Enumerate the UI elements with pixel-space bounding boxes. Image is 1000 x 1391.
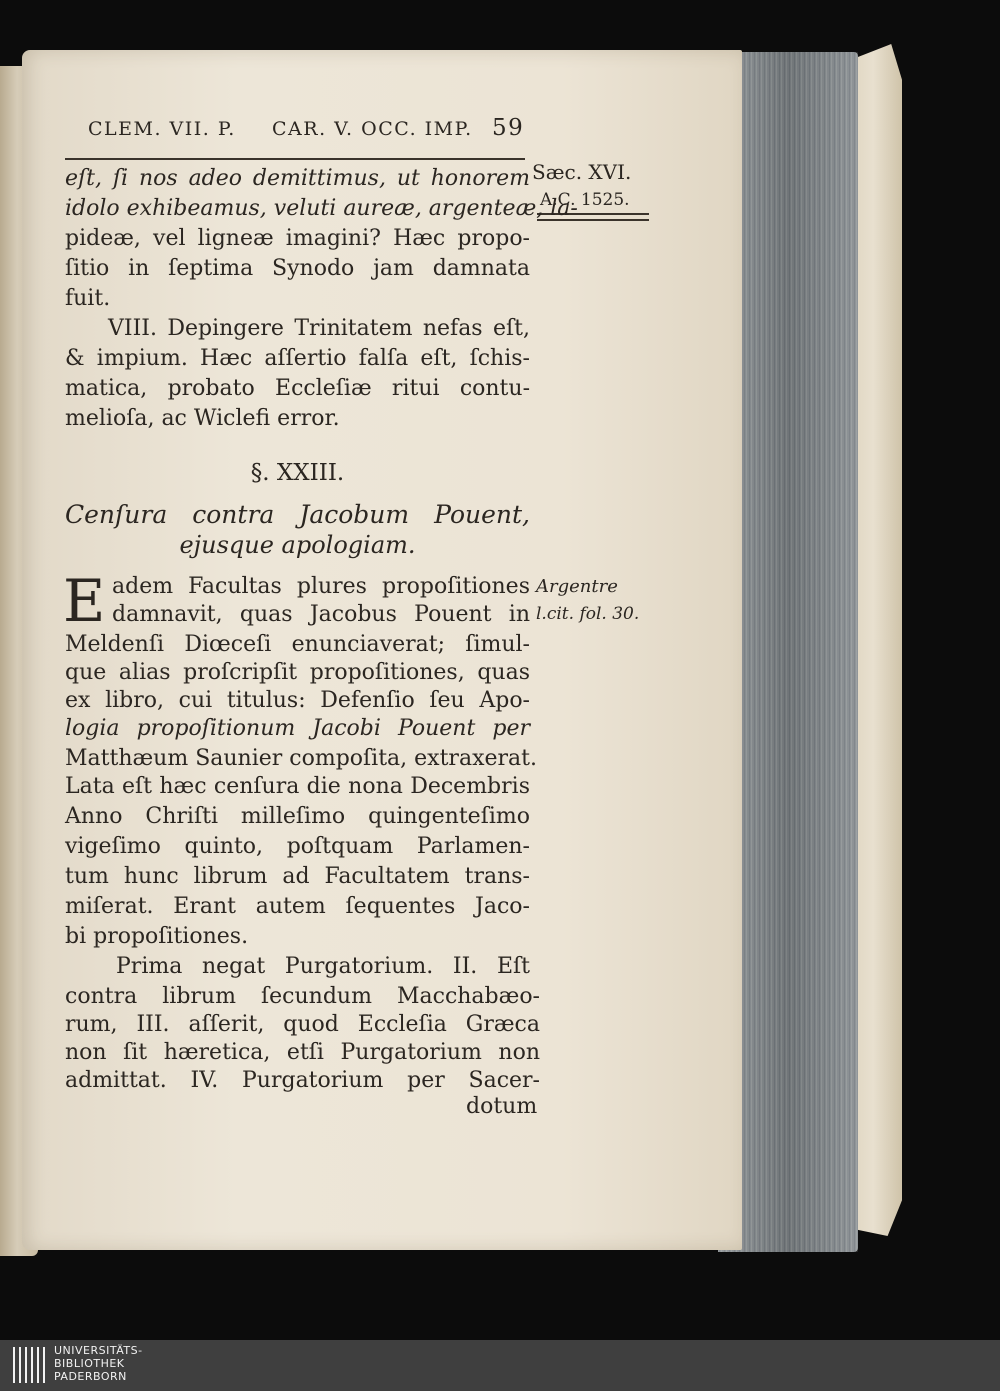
- library-name-line: BIBLIOTHEK: [54, 1357, 125, 1370]
- library-footer: [0, 1340, 1000, 1391]
- sidenote-reference: l.cit. fol. 30.: [536, 604, 640, 624]
- catchword: dotum: [466, 1094, 538, 1119]
- header-rule: [65, 158, 525, 160]
- text-line: que alias proſcripſit propoſitiones, quas: [65, 660, 530, 685]
- text-line: Prima negat Purgatorium. II. Eſt: [116, 954, 530, 979]
- text-line: rum, III. aſſerit, quod Eccleſia Græca: [65, 1012, 540, 1037]
- text-line: logia propoſitionum Jacobi Pouent per: [65, 716, 530, 741]
- text-line: pideæ, vel ligneæ imagini? Hæc propo-: [65, 226, 530, 251]
- text-line: non ſit hæretica, etſi Purgatorium non: [65, 1040, 540, 1065]
- text-line: damnavit, quas Jacobus Pouent in: [112, 602, 530, 627]
- text-line: idolo exhibeamus, veluti aureæ, argenteæ, la-: [65, 196, 578, 221]
- text-line: Matthæum Saunier compoſita, extraxerat.: [65, 746, 537, 771]
- text-line: melioſa, ac Wiclefi error.: [65, 406, 340, 431]
- sidenote-century: Sæc. XVI.: [532, 160, 632, 184]
- section-heading: §. XXIII.: [250, 460, 345, 486]
- text-line: ex libro, cui titulus: Defenſio ſeu Apo-: [65, 688, 530, 713]
- text-line: contra librum ſecundum Macchabæo-: [65, 984, 540, 1009]
- section-title: ejusque apologiam.: [179, 531, 416, 559]
- library-name: [54, 1344, 143, 1383]
- drop-capital: E: [63, 567, 106, 635]
- running-head-middle: CAR. V. OCC. IMP.: [272, 118, 473, 140]
- text-line: VIII. Depingere Trinitatem nefas eſt,: [108, 316, 530, 341]
- text-line: tum hunc librum ad Facultatem trans-: [65, 864, 530, 889]
- text-line: & impium. Hæc aſſertio falſa eſt, ſchis-: [65, 346, 530, 371]
- text-line: eſt, ſi nos adeo demittimus, ut honorem: [65, 166, 530, 191]
- text-line: fuit.: [65, 286, 111, 311]
- text-line: matica, probato Eccleſiæ ritui contu-: [65, 376, 530, 401]
- library-logo-icon: [10, 1343, 50, 1387]
- page-number: 59: [492, 115, 525, 141]
- section-title: Cenſura contra Jacobum Pouent,: [65, 500, 530, 529]
- text-line: bi propoſitiones.: [65, 924, 249, 949]
- library-name-line: UNIVERSITÄTS-: [54, 1344, 143, 1357]
- text-line: ſitio in ſeptima Synodo jam damnata: [65, 256, 530, 281]
- text-line: miſerat. Erant autem ſequentes Jaco-: [65, 894, 530, 919]
- sidenote-author: Argentre: [536, 576, 618, 597]
- text-line: adem Facultas plures propoſitiones: [112, 574, 530, 599]
- text-line: Anno Chriſti milleſimo quingenteſimo: [65, 804, 530, 829]
- text-line: vigeſimo quinto, poſtquam Parlamen-: [65, 834, 530, 859]
- sidenote-year: A.C. 1525.: [540, 190, 630, 210]
- text-line: Lata eſt hæc cenſura die nona Decembris: [65, 774, 530, 799]
- library-name-line: PADERBORN: [54, 1370, 127, 1383]
- running-head-left: CLEM. VII. P.: [88, 118, 236, 140]
- text-line: Meldenſi Diœceſi enunciaverat; ſimul-: [65, 632, 530, 657]
- text-line: admittat. IV. Purgatorium per Sacer-: [65, 1068, 540, 1093]
